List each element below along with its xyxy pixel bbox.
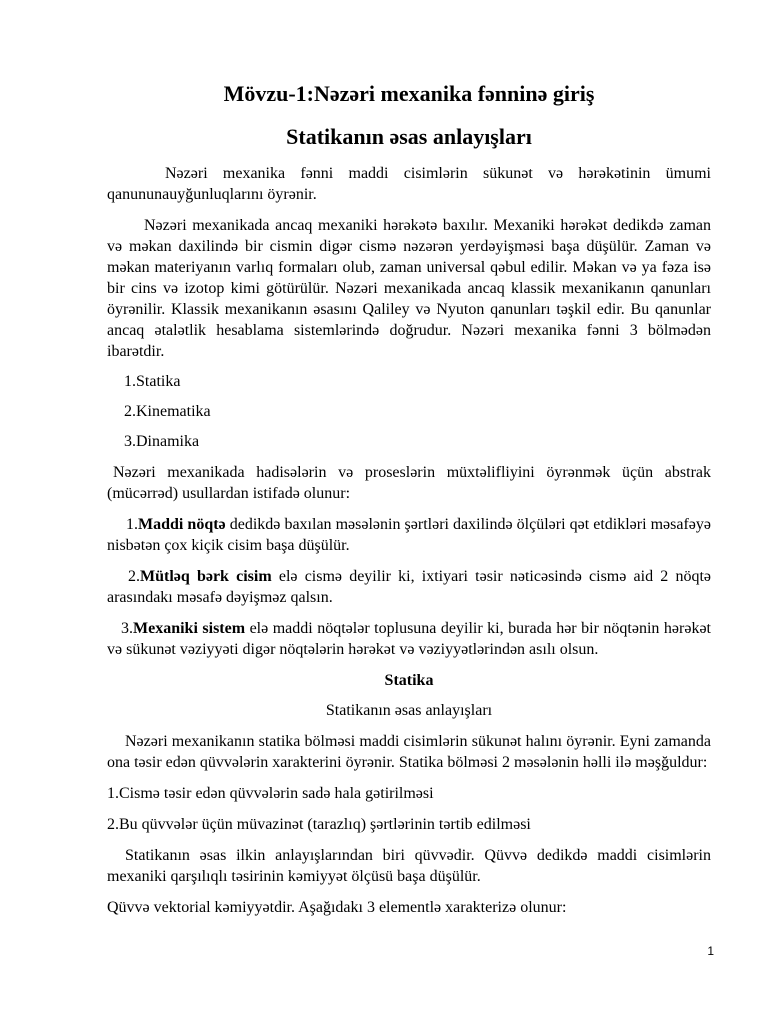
- statika-paragraph: Nəzəri mexanikanın statika bölməsi maddi cisimlərin sükunət halını öyrənir. Eyni zamanda ona təsir edən qüvvələrin xarakterini öyrənir. Statika bölməsi 2 məsələnin həlli ilə məşğuldur:: [107, 733, 711, 771]
- list-item-dinamika: 3.Dinamika: [124, 433, 200, 450]
- list-item-statika: 1.Statika: [124, 373, 181, 390]
- statika-subheading: Statikanın əsas anlayışları: [325, 702, 493, 719]
- definition-rigid-body: [107, 566, 711, 608]
- definition-text: elə maddi nöqtələr toplusuna deyilir ki, burada hər bir nöqtənin hərəkət və sükunət vəziyyəti digər nöqtələrin hərəkət və vəziyyətlərindən asılı olsun.: [107, 620, 712, 658]
- definition-number: 1.: [126, 516, 138, 533]
- force-paragraph: Statikanın əsas ilkin anlayışlarından biri qüvvədir. Qüvvə dedikdə maddi cisimlərin mexaniki qarşılıqlı təsirinin kəmiyyət ölçüsü başa düşülür.: [107, 847, 711, 885]
- definition-term: Mexaniki sistem: [133, 620, 246, 637]
- page-number: 1: [707, 944, 714, 958]
- statika-task-2: 2.Bu qüvvələr üçün müvazinət (tarazlıq) şərtlərinin tərtib edilməsi: [107, 816, 531, 833]
- definition-mechanical-system: [107, 618, 711, 660]
- abstract-paragraph: Nəzəri mexanikada hadisələrin və proseslərin müxtəlifliyini öyrənmək üçün abstrak (mücərrəd) usullardan istifadə olunur:: [107, 464, 711, 502]
- vector-paragraph: Qüvvə vektorial kəmiyyətdir. Aşağıdakı 3 elementlə xarakterizə olunur:: [107, 899, 567, 916]
- definition-text: dedikdə baxılan məsələnin şərtləri daxilində ölçüləri qət etdikləri məsafəyə nisbətən çox kiçik cisim başa düşülür.: [107, 516, 712, 554]
- document-title: Mövzu-1:Nəzəri mexanika fənninə giriş: [223, 81, 595, 106]
- statika-task-1: 1.Cismə təsir edən qüvvələrin sadə hala gətirilməsi: [107, 785, 434, 802]
- statika-heading: Statika: [384, 672, 434, 689]
- definition-number: 2.: [128, 568, 140, 585]
- intro-paragraph: Nəzəri mexanika fənni maddi cisimlərin sükunət və hərəkətinin ümumi qanununauyğunluqlarını öyrənir.: [107, 165, 711, 203]
- main-paragraph: Nəzəri mexanikada ancaq mexaniki hərəkətə baxılır. Mexaniki hərəkət dedikdə zaman və məkan daxilində bir cismin digər cismə nəzərən yerdəyişməsi başa düşülür. Zaman və məkan materiyanın varlıq formaları olub, zaman universal qəbul edilir. Məkan və ya fəza isə bir cins və izotop kimi götürülür. Nəzəri mexanikada ancaq klassik mexanikanın qanunları öyrənilir. Klassik mexanikanın əsasını Qaliley və Nyuton qanunları təşkil edir. Bu qanunlar ancaq ətalətlik hesablama sistemlərində doğrudur. Nəzəri mexanika fənni 3 bölmədən ibarətdir.: [107, 217, 711, 360]
- document-subtitle: Statikanın əsas anlayışları: [286, 124, 532, 149]
- definition-term: Maddi nöqtə: [138, 516, 226, 533]
- definition-material-point: [107, 514, 711, 556]
- list-item-kinematika: 2.Kinematika: [124, 403, 211, 420]
- definition-number: 3.: [121, 620, 133, 637]
- definition-term: Mütləq bərk cisim: [140, 568, 272, 585]
- definition-text: elə cismə deyilir ki, ixtiyari təsir nəticəsində cismə aid 2 nöqtə arasındakı məsafə dəyişməz qalsın.: [107, 568, 711, 606]
